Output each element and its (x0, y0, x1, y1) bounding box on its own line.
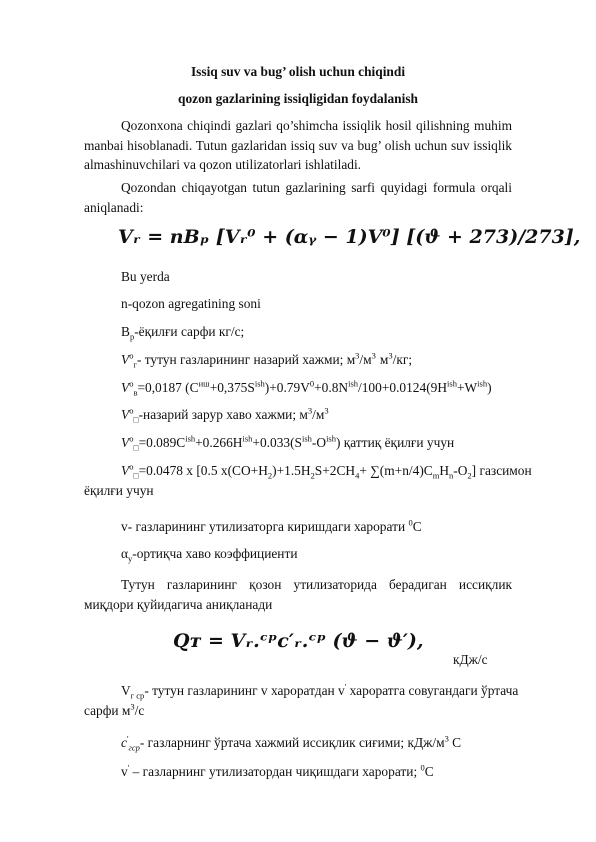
vout-sup2: 0 (420, 762, 425, 773)
v0-text: -назарий зарур хаво хажми; м (138, 407, 308, 422)
alpha-symbol: α (121, 546, 129, 561)
paragraph-intro: Qozonxona chiqindi gazlari qo’shimcha issiqlik hosil qilishning muhim manbai hisoblanadi. Tutun gazlaridan issiq suv va bug’ olish uchun suv issiqlik almashinuvchilari va qozon utilizatorlari ishlatiladi. (84, 118, 512, 172)
vg-unit-end: /кг; (392, 352, 413, 367)
v0g-formula-3: S+2CH (314, 463, 356, 478)
def-v0-solid (121, 435, 454, 451)
title-line-2: qozon gazlarining issiqligidan foydalanish (178, 91, 418, 106)
def-v0-gas (121, 461, 532, 481)
vg-unit-mid: /м (359, 352, 372, 367)
alpha-sub: у (128, 553, 133, 564)
v0s-formula-5: ) қаттиқ ёқилғи учун (335, 435, 455, 450)
def-vout (121, 764, 434, 780)
paragraph-heat: Тутун газларининг қозон утилизаторида берадиган иссиқлик миқдори қуйидагича аниқланади (84, 577, 512, 612)
vv-sup: о (129, 378, 134, 389)
v0-unit-sup2: 3 (324, 405, 329, 416)
v0g-formula-6: -O (453, 463, 468, 478)
v-temp-sup: 0 (408, 517, 413, 528)
v0s-formula-sup3: ish (302, 433, 312, 444)
vv-formula-5: /100+0.0124(9H (358, 380, 448, 395)
v0s-formula-3: +0.033(S (252, 435, 302, 450)
vv-formula-6: +W (456, 380, 478, 395)
c-sup: ' (126, 733, 129, 744)
vout-sup: ' (127, 762, 130, 773)
v0g-symbol: V (121, 463, 130, 478)
vgcp-text2: хароратга совугандаги ўртача (346, 683, 519, 698)
def-n: n-qozon agregatining soni (121, 296, 261, 311)
v0g-formula-sub1: 2 (267, 470, 273, 481)
c-symbol: c (121, 735, 127, 750)
def-c (121, 735, 461, 751)
def-vg (121, 352, 412, 368)
vgcp-line2-end: /c (134, 703, 145, 718)
def-v0-gas-line2: ёқилғи учун (84, 483, 154, 498)
v0s-formula-sup2: ish (242, 433, 253, 444)
vout-text: – газларнинг утилизатордан чиқишдаги харорати; (129, 764, 421, 779)
v0g-formula-7: ] газсимон (471, 463, 532, 478)
vv-formula-2: +0,375S (209, 380, 255, 395)
v0s-sub: □ (133, 442, 139, 453)
def-v0 (121, 407, 329, 423)
v0g-formula-sub3: 4 (355, 470, 360, 481)
v0s-symbol: V (121, 435, 130, 450)
v0-sub: □ (133, 414, 139, 425)
c-end: С (448, 735, 462, 750)
bp-sub: p (129, 331, 135, 342)
vgcp-text: - тутун газларининг v хароратдан v (144, 683, 345, 698)
def-vgcp-line2 (84, 703, 144, 719)
vg-text: - тутун газларининг назарий хажми; м (136, 352, 356, 367)
vv-formula-3: )+0.79V (264, 380, 310, 395)
alpha-text: -ортиқча хаво коэффициенти (132, 546, 298, 561)
c-sup2: 3 (444, 733, 449, 744)
v0g-formula-sub4: m (432, 470, 440, 481)
v0s-formula-sup1: ish (185, 433, 196, 444)
vgcp-symbol: V (121, 683, 131, 698)
v0s-sup: о (129, 433, 134, 444)
def-v-temp (121, 519, 422, 535)
vg-unit-sup3: 3 (388, 350, 393, 361)
vout-end: C (424, 764, 434, 779)
c-text: - газларнинг ўртача хажмий иссиқлик сиғими; кДж/м (139, 735, 445, 750)
v0g-formula-1: =0.0478 x [0.5 x(CO+H (138, 463, 268, 478)
v0g-formula-4: + ∑(m+n/4)C (359, 463, 433, 478)
vv-formula-sup3: 0 (309, 378, 315, 389)
vg-symbol: V (121, 352, 130, 367)
title-line-1: Issiq suv va bug’ olish uchun chiqindi (190, 64, 406, 79)
formula-heat: Qᴛ = Vᵣ.ᶜᵖc′ᵣ.ᶜᵖ (ϑ − ϑ′), (173, 630, 424, 652)
vv-formula-sup2: ish (254, 378, 265, 389)
v0g-sup: о (129, 461, 134, 472)
formula-flue-gas-volume: Vᵣ = nBₚ [Vᵣ⁰ + (αᵧ − 1)V⁰] [(ϑ + 273)/273], (118, 226, 581, 248)
v0g-formula-sub6: 2 (467, 470, 472, 481)
v0-sup: о (129, 405, 134, 416)
vv-formula-sup6: ish (477, 378, 488, 389)
vv-sub: в (133, 387, 138, 398)
vv-symbol: V (121, 380, 130, 395)
vg-unit-m: м (379, 352, 389, 367)
vv-formula-1: =0,0187 (C (137, 380, 199, 395)
v-temp-unit: C (412, 519, 422, 534)
bp-text: -ёқилғи сарфи кг/с; (134, 324, 245, 339)
vg-unit-sup2: 3 (371, 350, 376, 361)
v0s-formula-sup4: ish (326, 433, 336, 444)
paragraph-formula-intro: Qozondan chiqayotgan tutun gazlarining sarfi quyidagi formula orqali aniqlanadi: (84, 180, 512, 215)
formula-heat-unit: кДж/с (453, 652, 488, 667)
vv-formula-4: +0.8N (314, 380, 349, 395)
bu-yerda-label: Bu yerda (121, 269, 170, 284)
v0-unit: /м (312, 407, 325, 422)
c-sub: гср (128, 742, 140, 753)
vg-sub: г (133, 359, 137, 370)
def-vgcp (121, 683, 518, 699)
v0s-formula-2: +0.266H (195, 435, 243, 450)
vout-symbol: v (121, 764, 128, 779)
v0s-formula-4: -O (311, 435, 327, 450)
vg-sup: о (129, 350, 134, 361)
v0g-formula-sub2: 2 (310, 470, 315, 481)
vv-formula-sup5: ish (447, 378, 457, 389)
vg-unit-sup1: 3 (355, 350, 360, 361)
def-alpha (121, 546, 298, 562)
vgcp-line2-text: сарфи м (84, 703, 131, 718)
bp-symbol: B (121, 324, 130, 339)
v0g-formula-2: )+1.5H (272, 463, 311, 478)
vv-formula-7: ) (487, 380, 492, 395)
vv-formula-sup1: иш (198, 378, 210, 389)
v0s-formula-1: =0.089C (138, 435, 186, 450)
v0g-formula-5: H (439, 463, 450, 478)
vv-formula-sup4: ish (348, 378, 359, 389)
def-bp (121, 324, 244, 340)
v0g-sub: □ (133, 470, 139, 481)
vgcp-sub: г ср (130, 690, 145, 701)
v0-unit-sup1: 3 (307, 405, 313, 416)
v0-symbol: V (121, 407, 130, 422)
v0g-formula-sub5: n (449, 470, 454, 481)
vgcp-sup: ' (344, 681, 347, 692)
v-temp-text: v- газларининг утилизаторга киришдаги харорати (121, 519, 409, 534)
def-vv (121, 380, 492, 396)
vgcp-line2-sup: 3 (130, 701, 135, 712)
